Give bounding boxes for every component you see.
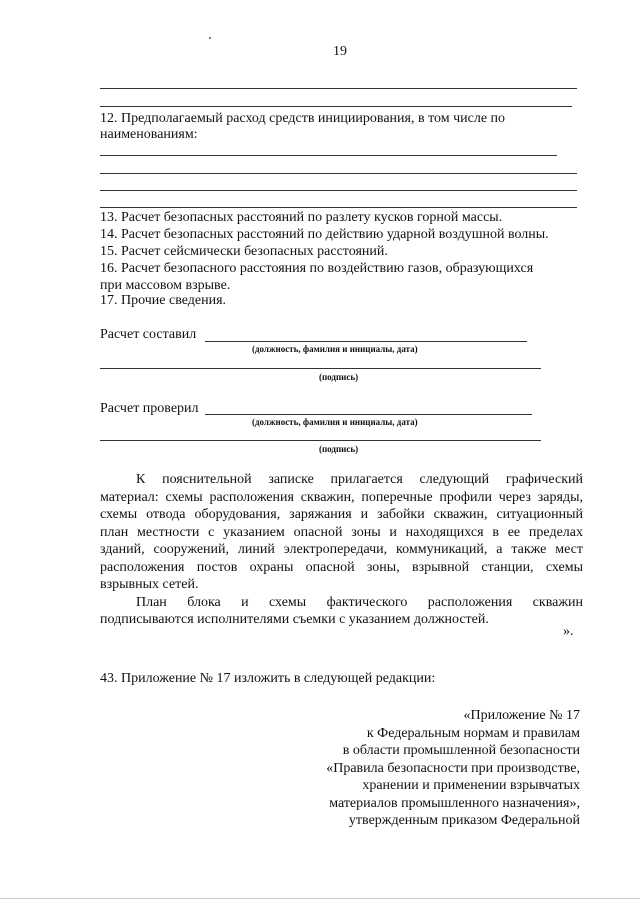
paragraph-line: К пояснительной записке прилагается следующий графический <box>136 472 583 487</box>
graphic-material-paragraph <box>100 471 583 629</box>
appendix-line: «Правила безопасности при производстве, <box>326 760 580 776</box>
item-14: 14. Расчет безопасных расстояний по действию ударной воздушной волны. <box>100 227 549 242</box>
composed-by-line <box>205 341 527 342</box>
appendix-line: материалов промышленного назначения», <box>329 795 580 811</box>
checked-signature-caption: (подпись) <box>319 444 359 454</box>
composed-by-caption: (должность, фамилия и инициалы, дата) <box>252 344 418 354</box>
item-12-line-1: 12. Предполагаемый расход средств инициирования, в том числе по <box>100 111 506 126</box>
paragraph-line: расположения постов охраны опасной зоны, взрывной станции, схемы <box>100 559 583 575</box>
paragraph-line: план местности с указанием опасной зоны и находящихся в ее пределах <box>100 524 583 540</box>
paragraph-line: подписываются исполнителями съемки с указанием должностей. <box>100 612 489 627</box>
item-17: 17. Прочие сведения. <box>100 293 227 308</box>
item-12-line-2: наименованиям: <box>100 127 198 142</box>
checked-by-label: Расчет проверил <box>100 401 199 416</box>
scan-speck <box>209 37 211 39</box>
blank-line <box>100 173 577 174</box>
item-43: 43. Приложение № 17 изложить в следующей редакции: <box>100 671 436 686</box>
blank-line <box>100 190 577 191</box>
item-13: 13. Расчет безопасных расстояний по разлету кусков горной массы. <box>100 210 503 225</box>
item-16-line-1: 16. Расчет безопасного расстояния по воздействию газов, образующихся <box>100 261 534 276</box>
page-number: 19 <box>333 44 347 59</box>
appendix-header <box>326 707 580 830</box>
paragraph-line: зданий, сооружений, линий электропередачи, коммуникаций, а также мест <box>100 542 583 557</box>
blank-line <box>100 207 577 208</box>
scan-edge <box>0 898 640 899</box>
checked-signature-line <box>100 440 541 441</box>
item-16-line-2: при массовом взрыве. <box>100 278 231 293</box>
closing-quote: ». <box>563 624 574 639</box>
blank-line <box>100 88 577 89</box>
appendix-line: в области промышленной безопасности <box>342 743 580 758</box>
paragraph-line: План блока и схемы фактического расположения скважин <box>136 594 583 610</box>
blank-line <box>100 155 557 156</box>
appendix-line: «Приложение № 17 <box>463 708 580 723</box>
paragraph-line: схемы отвода оборудования, заряжания и забойки скважин, ситуационный <box>100 507 583 522</box>
checked-by-caption: (должность, фамилия и инициалы, дата) <box>252 417 418 427</box>
item-15: 15. Расчет сейсмически безопасных расстояний. <box>100 244 388 259</box>
composed-signature-caption: (подпись) <box>319 372 359 382</box>
appendix-line: утвержденным приказом Федеральной <box>348 813 580 828</box>
paragraph-line: взрывных сетей. <box>100 577 199 592</box>
composed-by-label: Расчет составил <box>100 327 197 342</box>
blank-line <box>100 106 572 107</box>
appendix-line: хранении и применении взрывчатых <box>362 778 580 793</box>
appendix-line: к Федеральным нормам и правилам <box>366 725 580 741</box>
composed-signature-line <box>100 368 541 369</box>
paragraph-line: материал: схемы расположения скважин, поперечные профили через заряды, <box>100 489 583 505</box>
checked-by-line <box>205 414 532 415</box>
